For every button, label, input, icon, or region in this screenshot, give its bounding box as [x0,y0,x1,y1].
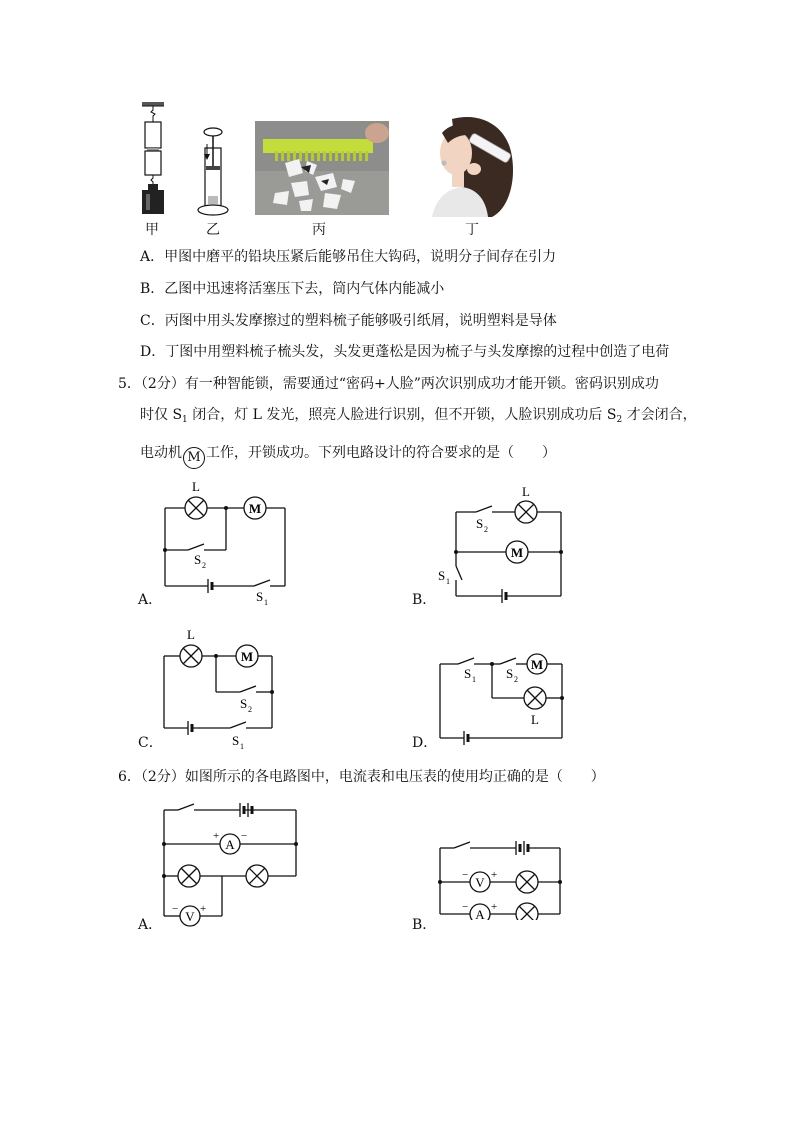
figure-label-yi: 乙 [206,222,220,238]
svg-text:1: 1 [446,577,450,586]
figure-jia-lead-blocks [132,100,172,218]
svg-text:M: M [530,657,544,672]
svg-text:S: S [464,666,472,681]
svg-text:2: 2 [202,561,206,570]
svg-text:V: V [475,875,485,890]
svg-text:S: S [438,568,446,583]
q5-circuit-a [160,476,290,606]
q5-stem-line1: 5．（2分）有一种智能锁，需要通过“密码+人脸”两次识别成功才能开锁。密码识别成功 [118,376,659,392]
svg-text:2: 2 [484,525,488,534]
q5-circuit-d [436,640,568,752]
svg-text:−: − [172,903,179,915]
q6-circuit-b [436,836,566,920]
svg-text:1: 1 [264,598,268,606]
svg-text:M: M [510,545,524,560]
figure-label-ding: 丁 [465,222,479,238]
svg-text:−: − [462,901,469,913]
svg-text:−: − [462,869,469,881]
figure-ding-girl-combing-photo [412,113,524,217]
svg-text:L: L [192,479,200,494]
svg-text:A: A [225,837,235,852]
figure-bing-comb-paper-photo [255,121,389,215]
svg-text:1: 1 [240,742,244,751]
svg-text:+: + [213,830,220,842]
svg-text:S: S [232,733,240,748]
figure-label-bing: 丙 [312,222,326,238]
svg-text:−: − [241,830,248,842]
svg-text:+: + [491,901,498,913]
q5-option-c: C． [138,735,163,751]
svg-text:S: S [194,552,202,567]
q6-circuit-a [160,798,300,936]
svg-text:2: 2 [248,705,252,714]
svg-text:V: V [185,909,195,924]
q6-option-a: A． [138,917,163,933]
svg-text:+: + [200,903,207,915]
svg-text:S: S [256,589,264,604]
q5-circuit-c [160,624,282,752]
svg-text:1: 1 [472,675,476,684]
q4-option-b: B．乙图中迅速将活塞压下去，筒内气体内能减小 [140,281,445,297]
q4-option-d: D．丁图中用塑料梳子梳头发，头发更蓬松是因为梳子与头发摩擦的过程中创造了电荷 [140,344,670,360]
q4-option-c: C．丙图中用头发摩擦过的塑料梳子能够吸引纸屑，说明塑料是导体 [140,313,557,329]
svg-text:S: S [476,516,484,531]
svg-text:A: A [475,907,485,920]
motor-icon: M [183,447,205,469]
q6-stem: 6．（2分）如图所示的各电路图中，电流表和电压表的使用均正确的是（ ） [118,769,605,785]
q5-circuit-b [436,480,570,606]
q5-option-b: B． [412,592,437,608]
svg-text:+: + [491,869,498,881]
q4-option-a: A．甲图中磨平的铅块压紧后能够吊住大钩码，说明分子间存在引力 [140,249,557,265]
svg-text:M: M [240,649,254,664]
svg-text:L: L [531,712,539,727]
q5-stem-line3: 电动机 M 工作，开锁成功。下列电路设计的符合要求的是（ ） [140,443,556,469]
q5-option-a: A． [138,592,163,608]
figure-label-jia: 甲 [145,222,159,238]
q6-option-b: B． [412,917,437,933]
svg-text:L: L [522,484,530,499]
svg-text:S: S [240,696,248,711]
svg-text:S: S [506,666,514,681]
q5-option-d: D． [412,735,438,751]
svg-text:2: 2 [514,675,518,684]
svg-text:L: L [187,627,195,642]
q5-stem-line2: 时仅 $S_1$ 闭合，灯 L 发光，照亮人脸进行识别，但不开锁，人脸识别成功后 $S_2$ 才会闭合， [140,407,697,425]
figure-yi-piston-cylinder [196,126,230,218]
svg-text:M: M [248,501,262,516]
